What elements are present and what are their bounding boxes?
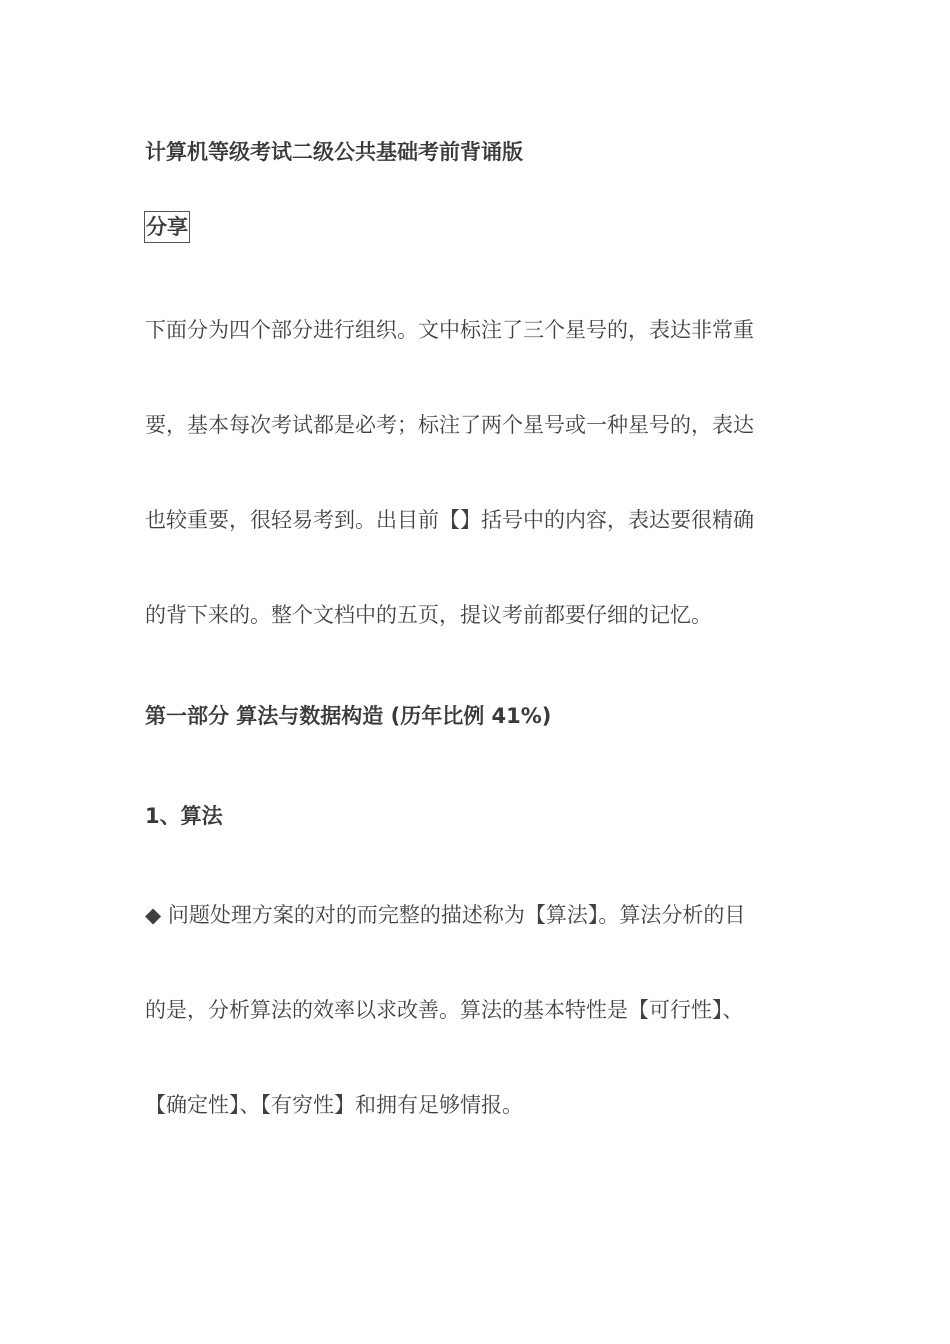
section1-line-1: ◆ 问题处理方案的对的而完整的描述称为【算法】。算法分析的目 bbox=[145, 903, 746, 927]
part1-heading: 第一部分 算法与数据构造 (历年比例 41%) bbox=[145, 704, 552, 728]
intro-line-1: 下面分为四个部分进行组织。文中标注了三个星号的，表达非常重 bbox=[145, 318, 754, 342]
document-title: 计算机等级考试二级公共基础考前背诵版 bbox=[145, 140, 523, 164]
intro-line-2: 要，基本每次考试都是必考；标注了两个星号或一种星号的，表达 bbox=[145, 413, 754, 437]
intro-line-4: 的背下来的。整个文档中的五页，提议考前都要仔细的记忆。 bbox=[145, 603, 712, 627]
intro-line-3: 也较重要，很轻易考到。出目前【】括号中的内容，表达要很精确 bbox=[145, 508, 754, 532]
section1-line-3: 【确定性】、【有穷性】和拥有足够情报。 bbox=[145, 1093, 523, 1117]
share-button[interactable]: 分享 bbox=[144, 211, 190, 243]
section1-line-2: 的是，分析算法的效率以求改善。算法的基本特性是【可行性】、 bbox=[145, 998, 744, 1022]
section1-heading: 1、算法 bbox=[145, 804, 223, 828]
